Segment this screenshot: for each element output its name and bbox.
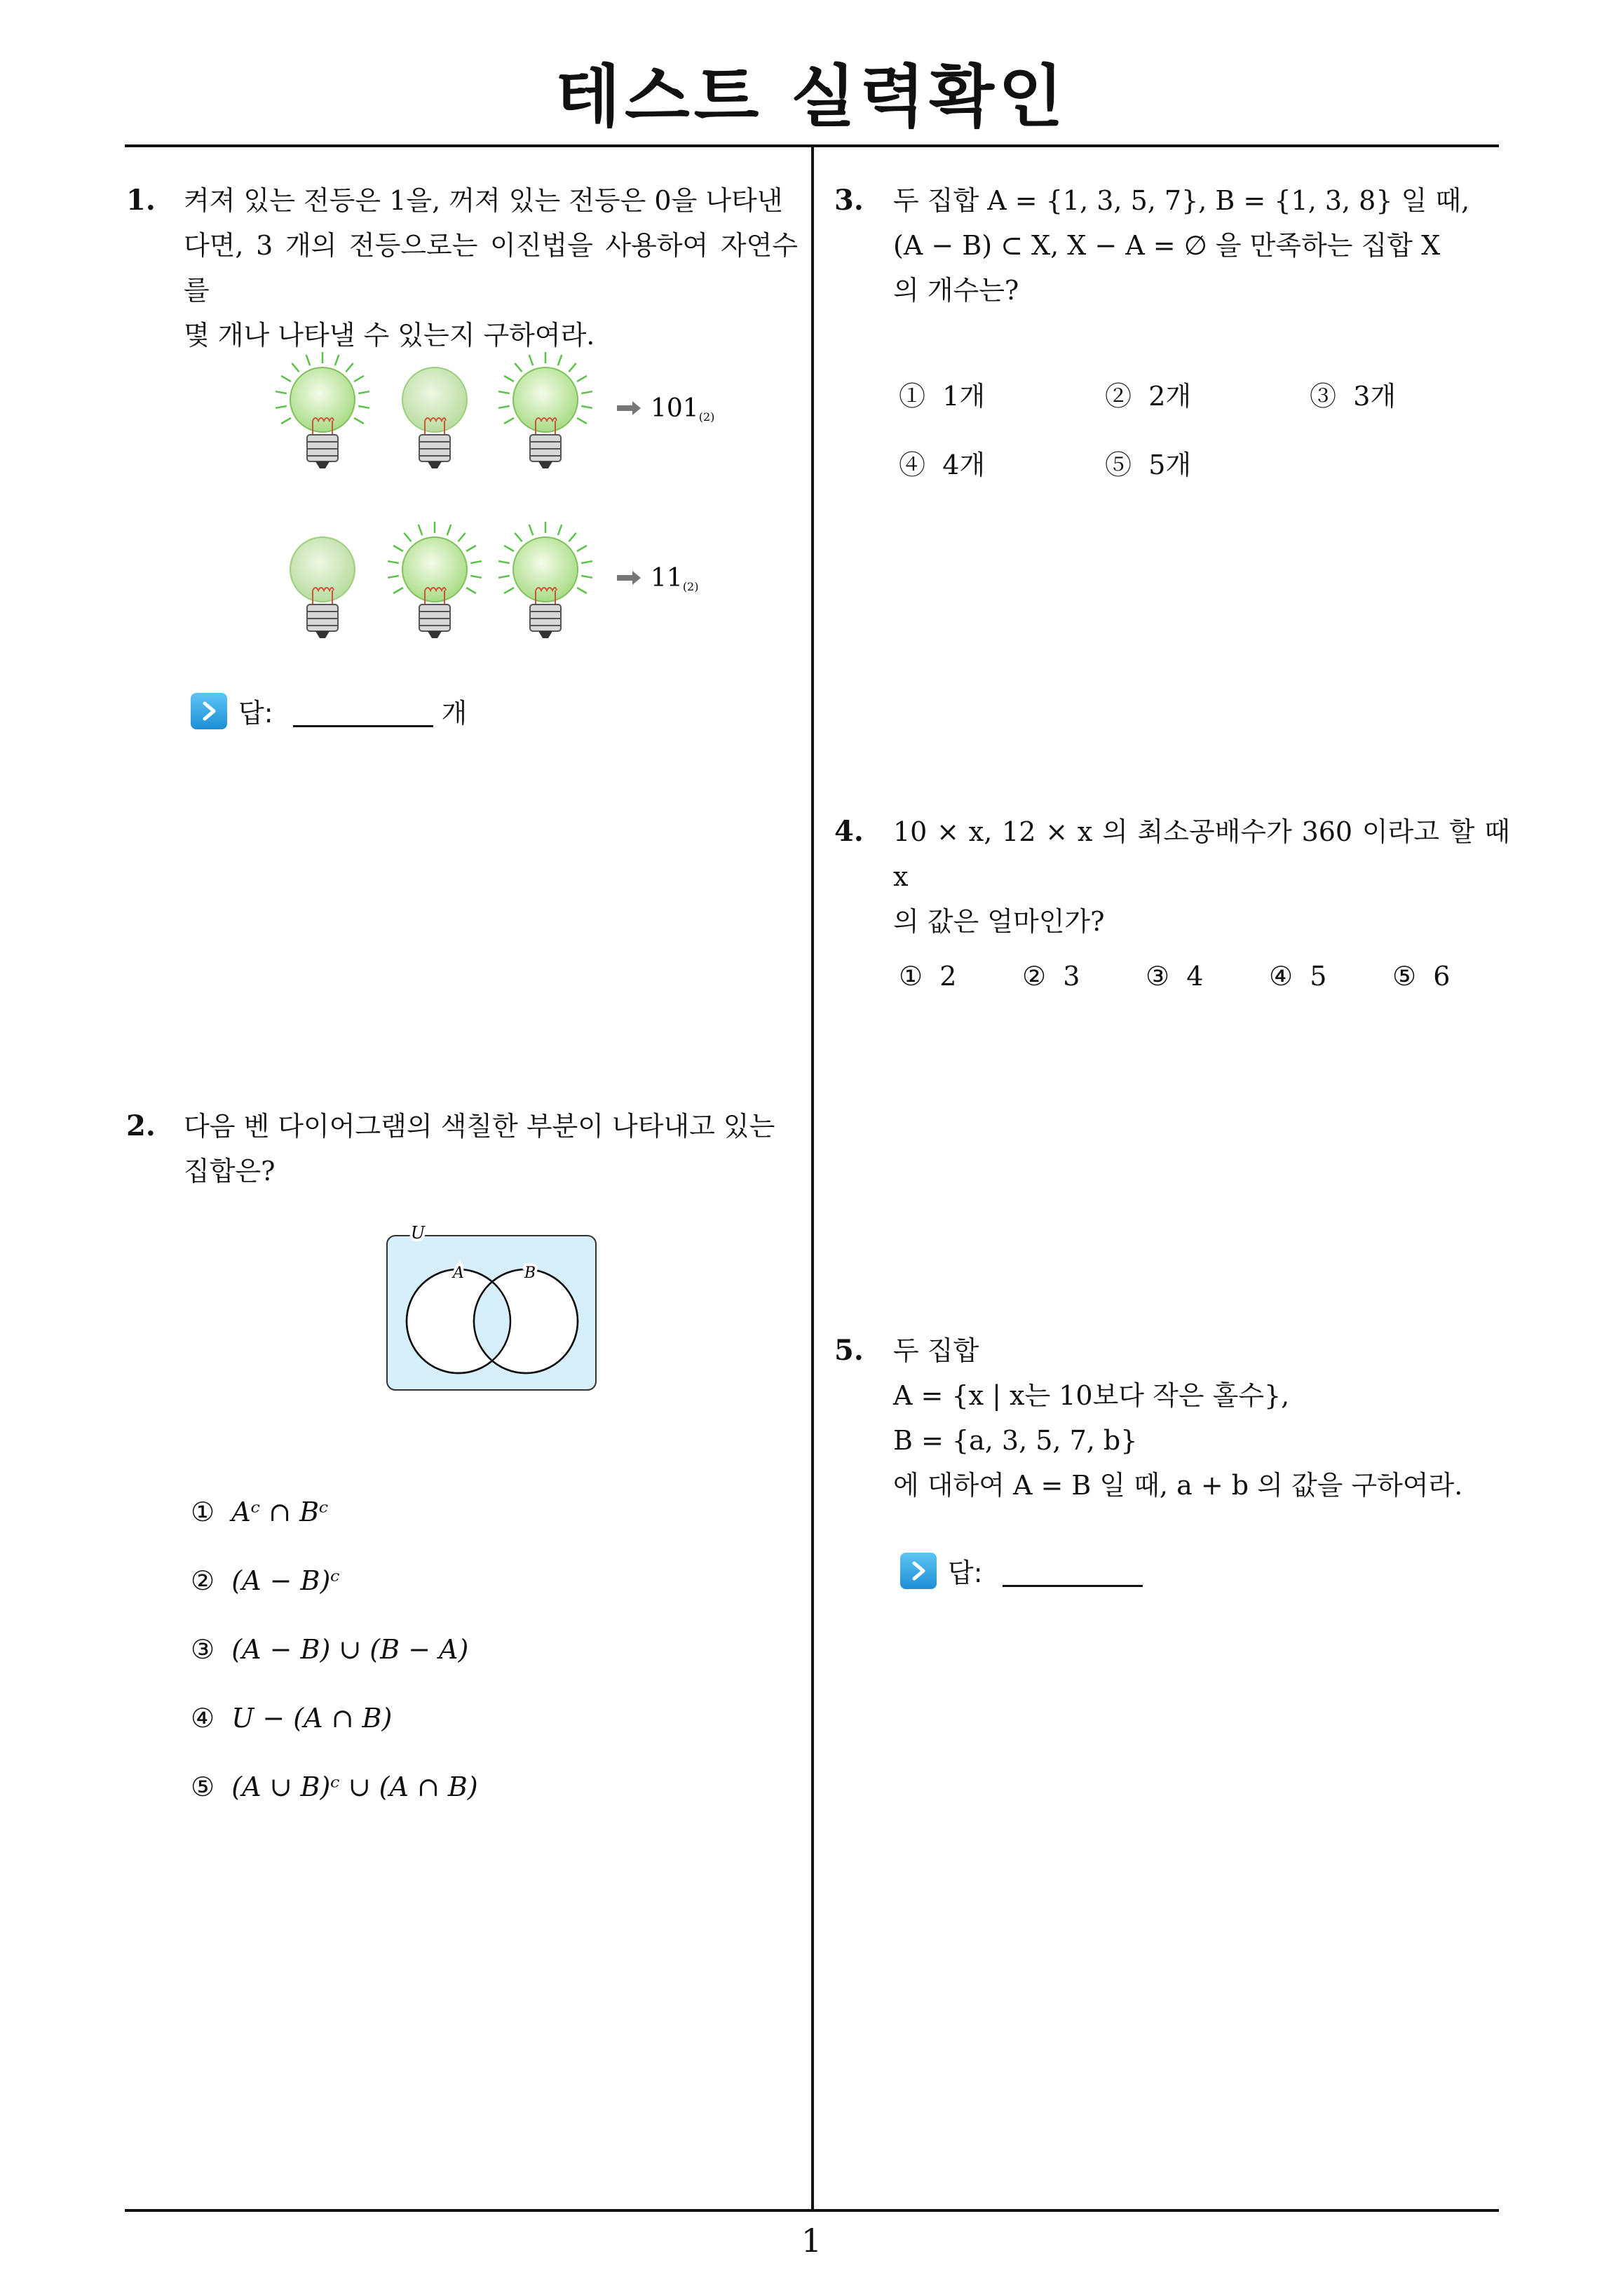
chevron-right-icon: [191, 693, 227, 729]
bulb-on-icon: [276, 352, 369, 468]
q3-option-1[interactable]: ① 1개: [899, 381, 986, 412]
answer-label: 답:: [948, 1558, 983, 1588]
bulb-on-icon: [498, 352, 592, 468]
question-1-number: 1.: [126, 184, 156, 217]
arrow-icon: [617, 571, 641, 585]
q2-option-3[interactable]: ③ (A − B) ∪ (B − A): [191, 1634, 469, 1665]
venn-figure: [384, 1223, 602, 1398]
question-5-number: 5.: [834, 1334, 864, 1367]
question-4-text: [893, 809, 1510, 944]
arrow-icon: [617, 401, 641, 415]
answer-unit: 개: [441, 698, 468, 729]
question-2-line: 집합은?: [184, 1156, 276, 1187]
question-1-text: [184, 178, 798, 358]
footer-rule: [125, 2209, 1499, 2212]
q4-option-4[interactable]: ④ 5: [1269, 961, 1327, 992]
question-5-text: [893, 1328, 1510, 1508]
set-a-label: A: [453, 1264, 464, 1282]
question-1-line: 몇 개나 나타낼 수 있는지 구하여라.: [184, 320, 595, 351]
q4-option-3[interactable]: ③ 4: [1146, 961, 1204, 992]
venn-diagram: [384, 1223, 602, 1401]
q3-option-4[interactable]: ④ 4개: [899, 450, 986, 480]
question-5-answer: [900, 1551, 1143, 1590]
question-2-text: [184, 1104, 798, 1194]
bulb-off-icon: [402, 367, 467, 468]
question-3-line: 두 집합 A = {1, 3, 5, 7}, B = {1, 3, 8} 일 때,: [893, 185, 1470, 216]
example-1-label: 101(2): [651, 394, 715, 424]
question-4-line: 10 × x, 12 × x 의 최소공배수가 360 이라고 할 때 x: [893, 816, 1510, 892]
answer-blank-input[interactable]: [293, 694, 433, 727]
page-number: 1: [801, 2222, 822, 2260]
answer-label: 답:: [238, 698, 273, 729]
bulb-off-icon: [290, 537, 355, 638]
q2-option-1[interactable]: ① Aᶜ ∩ Bᶜ: [191, 1497, 329, 1527]
question-1-line: 다면, 3 개의 전등으로는 이진법을 사용하여 자연수를: [184, 230, 798, 306]
column-divider: [811, 146, 814, 2212]
question-3-line: 의 개수는?: [893, 275, 1019, 306]
question-1-answer: [191, 691, 467, 730]
answer-blank-input[interactable]: [1003, 1554, 1143, 1587]
bulb-illustration: [266, 342, 771, 647]
bulb-on-icon: [498, 522, 592, 638]
q3-option-5[interactable]: ⑤ 5개: [1105, 450, 1192, 480]
q2-option-5[interactable]: ⑤ (A ∪ B)ᶜ ∪ (A ∩ B): [191, 1771, 478, 1802]
question-3-number: 3.: [834, 184, 864, 217]
question-3-text: [893, 178, 1510, 313]
question-5-line: 에 대하여 A = B 일 때, a + b 의 값을 구하여라.: [893, 1470, 1463, 1501]
q3-option-3[interactable]: ③ 3개: [1310, 381, 1397, 412]
q2-option-2[interactable]: ② (A − B)ᶜ: [191, 1565, 340, 1596]
q3-option-2[interactable]: ② 2개: [1105, 381, 1192, 412]
bulb-figure: [266, 342, 771, 644]
page-title: 테스트 실력확인: [555, 58, 1068, 136]
question-4-line: 의 값은 얼마인가?: [893, 906, 1105, 937]
q2-option-4[interactable]: ④ U − (A ∩ B): [191, 1703, 393, 1734]
question-1-line: 켜져 있는 전등은 1을, 꺼져 있는 전등은 0을 나타낸: [184, 185, 783, 216]
chevron-right-icon: [900, 1553, 937, 1589]
q4-option-5[interactable]: ⑤ 6: [1392, 961, 1451, 992]
question-2-number: 2.: [126, 1109, 156, 1142]
bulb-on-icon: [388, 522, 482, 638]
example-2-label: 11(2): [651, 564, 699, 593]
q4-option-2[interactable]: ② 3: [1022, 961, 1080, 992]
question-5-line: 두 집합: [893, 1335, 979, 1366]
question-4-number: 4.: [834, 815, 864, 848]
universe-label: U: [410, 1223, 426, 1243]
set-b-label: B: [524, 1264, 536, 1282]
question-5-line: B = {a, 3, 5, 7, b}: [893, 1425, 1138, 1456]
question-2-line: 다음 벤 다이어그램의 색칠한 부분이 나타내고 있는: [184, 1111, 775, 1142]
question-5-line: A = {x | x는 10보다 작은 홀수},: [893, 1380, 1290, 1411]
question-3-line: (A − B) ⊂ X, X − A = ∅ 을 만족하는 집합 X: [893, 230, 1441, 261]
q4-option-1[interactable]: ① 2: [899, 961, 957, 992]
